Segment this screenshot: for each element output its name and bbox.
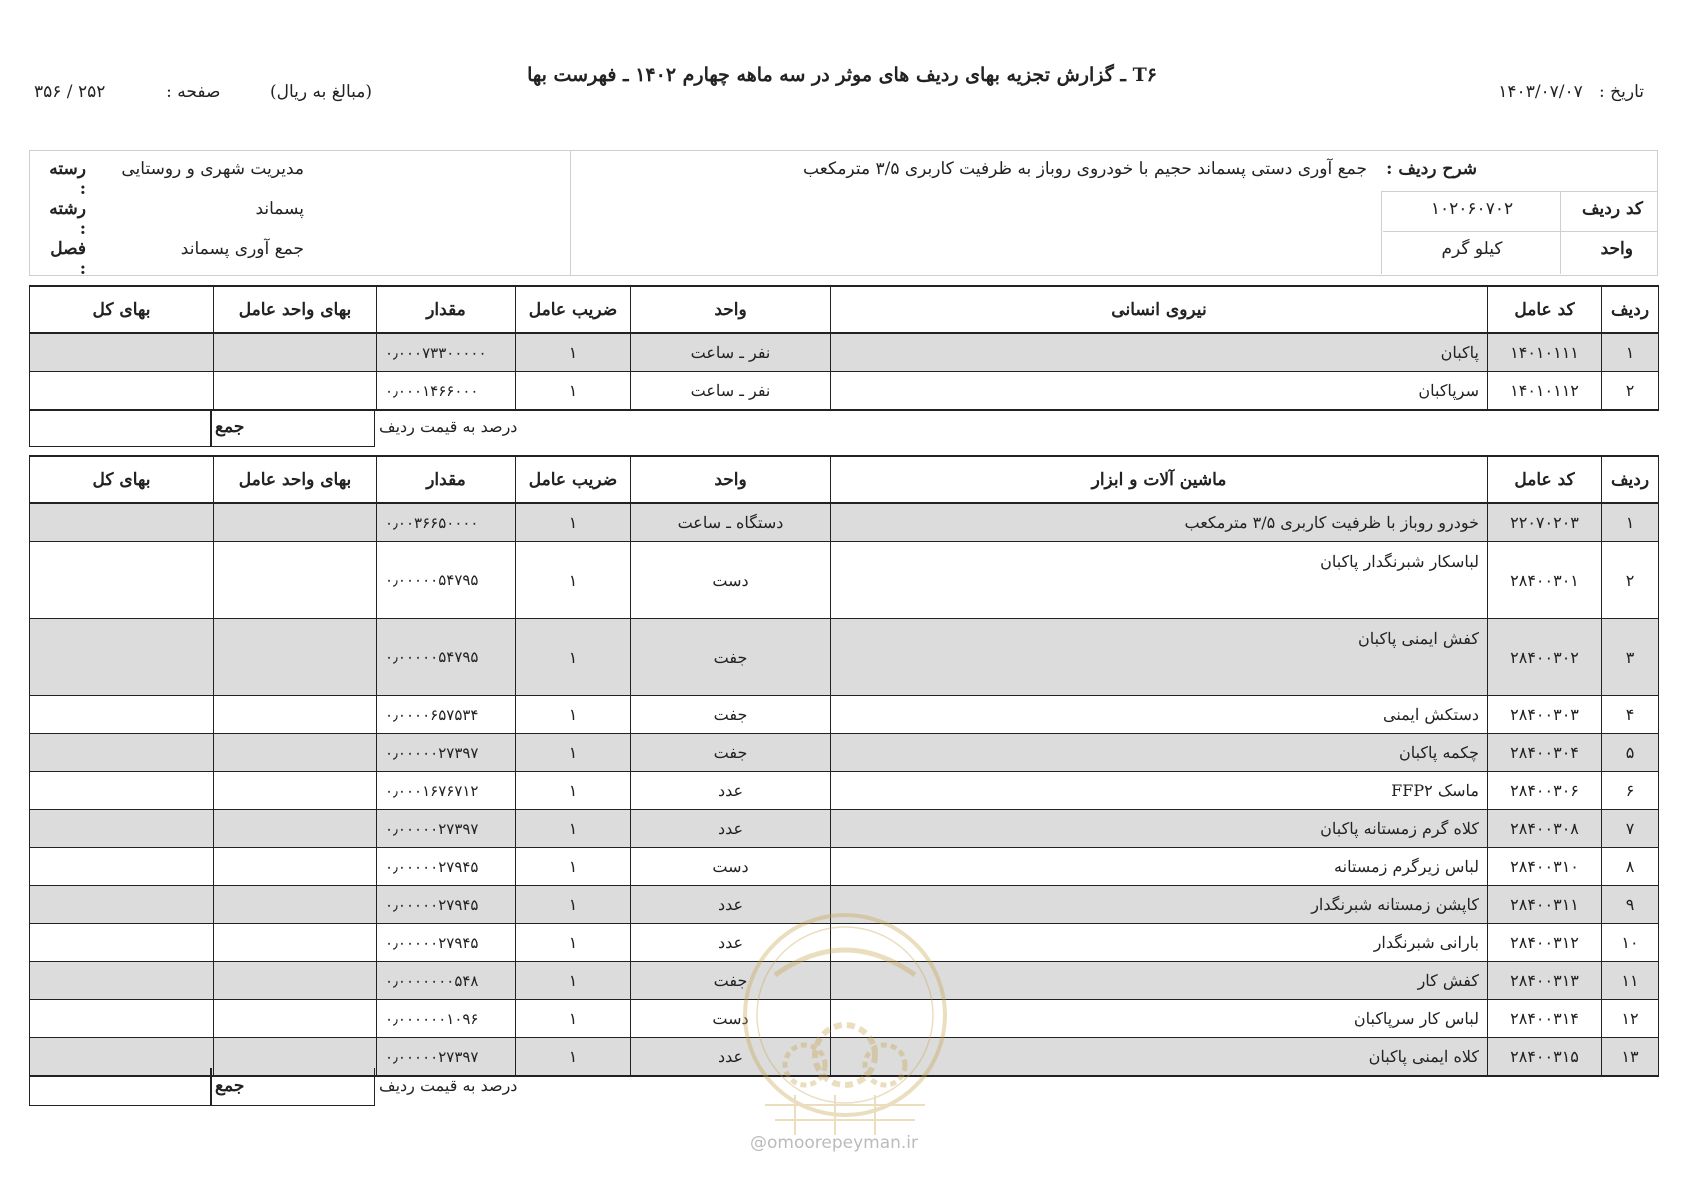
item-info-box — [29, 150, 1658, 279]
factor-quantity: ۰٫۰۰۰۰۰۵۴۷۹۵ — [377, 542, 516, 619]
row-number: ۹ — [1602, 886, 1659, 924]
row-number: ۸ — [1602, 848, 1659, 886]
factor-unit: نفر ـ ساعت — [631, 372, 831, 411]
row-number: ۱ — [1602, 503, 1659, 542]
factor-coefficient: ۱ — [516, 503, 631, 542]
factor-quantity: ۰٫۰۰۰۱۶۷۶۷۱۲ — [377, 772, 516, 810]
factor-coefficient: ۱ — [516, 924, 631, 962]
factor-quantity: ۰٫۰۰۰۱۴۶۶۰۰۰ — [377, 372, 516, 411]
factor-coefficient: ۱ — [516, 1000, 631, 1038]
watermark-site: @omoorepeyman.ir — [750, 1133, 919, 1153]
factor-quantity: ۰٫۰۰۰۰۰۲۷۳۹۷ — [377, 810, 516, 848]
unit-price-cell — [214, 503, 377, 542]
row-number: ۴ — [1602, 696, 1659, 734]
code-label: کد ردیف — [1581, 199, 1643, 219]
factor-unit: عدد — [631, 886, 831, 924]
field-value: پسماند — [255, 199, 304, 219]
row-number: ۲ — [1602, 542, 1659, 619]
total-price-cell — [30, 810, 214, 848]
factor-name: کلاه گرم زمستانه پاکبان — [831, 810, 1488, 848]
code-value: ۱۰۲۰۶۰۷۰۲ — [1430, 199, 1514, 219]
factor-name: کاپشن زمستانه شبرنگدار — [831, 886, 1488, 924]
table-row — [30, 848, 1659, 886]
field-label: رشته : — [49, 199, 86, 239]
factor-coefficient: ۱ — [516, 542, 631, 619]
table-row — [30, 372, 1659, 411]
sum-label: جمع — [215, 1076, 245, 1096]
factor-coefficient: ۱ — [516, 810, 631, 848]
total-price-cell — [30, 848, 214, 886]
factor-name: پاکبان — [831, 333, 1488, 372]
col-row: ردیف — [1602, 286, 1659, 333]
col-unit: واحد — [631, 286, 831, 333]
factor-code: ۲۸۴۰۰۳۱۳ — [1488, 962, 1602, 1000]
factor-coefficient: ۱ — [516, 372, 631, 411]
total-price-cell — [30, 772, 214, 810]
col-coef: ضریب عامل — [516, 286, 631, 333]
category-value: مدیریت شهری و روستایی — [121, 159, 304, 179]
factor-quantity: ۰٫۰۰۰۰۶۵۷۵۳۴ — [377, 696, 516, 734]
total-price-cell — [30, 1000, 214, 1038]
col-total: بهای کل — [30, 456, 214, 503]
factor-quantity: ۰٫۰۰۰۰۰۲۷۳۹۷ — [377, 1038, 516, 1077]
sum-total-cell — [29, 409, 212, 447]
unit-price-cell — [214, 542, 377, 619]
factor-code: ۲۸۴۰۰۳۰۳ — [1488, 696, 1602, 734]
total-price-cell — [30, 542, 214, 619]
row-number: ۶ — [1602, 772, 1659, 810]
factor-quantity: ۰٫۰۰۰۰۰۲۷۳۹۷ — [377, 734, 516, 772]
total-price-cell — [30, 962, 214, 1000]
factor-name: لباسکار شبرنگدار پاکبان — [831, 542, 1488, 619]
date-value: ۱۴۰۳/۰۷/۰۷ — [1498, 82, 1583, 102]
col-qty: مقدار — [377, 456, 516, 503]
factor-quantity: ۰٫۰۰۰۰۰۰۱۰۹۶ — [377, 1000, 516, 1038]
factor-coefficient: ۱ — [516, 962, 631, 1000]
col-unit-price: بهای واحد عامل — [214, 456, 377, 503]
watermark-logo-icon — [735, 905, 955, 1145]
date-label: تاریخ : — [1599, 82, 1644, 102]
unit-price-cell — [214, 619, 377, 696]
percent-label: درصد به قیمت ردیف — [379, 1076, 518, 1095]
unit-price-cell — [214, 848, 377, 886]
factor-unit: عدد — [631, 1038, 831, 1077]
factor-code: ۲۸۴۰۰۳۱۲ — [1488, 924, 1602, 962]
factor-code: ۲۸۴۰۰۳۱۵ — [1488, 1038, 1602, 1077]
total-price-cell — [30, 924, 214, 962]
unit-price-cell — [214, 333, 377, 372]
chapter-label: فصل : — [50, 239, 86, 279]
factor-unit: جفت — [631, 696, 831, 734]
factor-name: چکمه پاکبان — [831, 734, 1488, 772]
factor-coefficient: ۱ — [516, 696, 631, 734]
row-number: ۱۲ — [1602, 1000, 1659, 1038]
total-price-cell — [30, 372, 214, 411]
table-row — [30, 734, 1659, 772]
col-total: بهای کل — [30, 286, 214, 333]
labor-header-row — [30, 286, 1659, 333]
unit-value: کیلو گرم — [1441, 239, 1503, 259]
table-row — [30, 542, 1659, 619]
machinery-sum — [29, 1068, 518, 1105]
factor-unit: جفت — [631, 619, 831, 696]
report-title: T۶ ـ گزارش تجزیه بهای ردیف های موثر در سه ماهه چهارم ۱۴۰۲ ـ فهرست بها — [527, 64, 1157, 86]
factor-unit: جفت — [631, 962, 831, 1000]
unit-price-cell — [214, 734, 377, 772]
col-coef: ضریب عامل — [516, 456, 631, 503]
factor-quantity: ۰٫۰۰۰۰۰۲۷۹۴۵ — [377, 886, 516, 924]
category-label: رسته : — [49, 159, 86, 199]
unit-price-cell — [214, 810, 377, 848]
factor-code: ۲۸۴۰۰۳۰۲ — [1488, 619, 1602, 696]
factor-unit: دست — [631, 848, 831, 886]
factor-coefficient: ۱ — [516, 333, 631, 372]
unit-price-cell — [214, 962, 377, 1000]
factor-coefficient: ۱ — [516, 772, 631, 810]
row-number: ۷ — [1602, 810, 1659, 848]
factor-coefficient: ۱ — [516, 734, 631, 772]
unit-price-cell — [214, 1000, 377, 1038]
report-date — [1498, 82, 1644, 102]
unit-label: واحد — [1600, 239, 1633, 259]
factor-name: سرپاکبان — [831, 372, 1488, 411]
row-number: ۱۳ — [1602, 1038, 1659, 1077]
factor-code: ۲۸۴۰۰۳۰۱ — [1488, 542, 1602, 619]
labor-sum — [29, 409, 518, 446]
col-name: ماشین آلات و ابزار — [831, 456, 1488, 503]
table-row — [30, 619, 1659, 696]
factor-name: کفش ایمنی پاکبان — [831, 619, 1488, 696]
factor-quantity: ۰٫۰۰۳۶۶۵۰۰۰۰ — [377, 503, 516, 542]
table-row — [30, 696, 1659, 734]
factor-unit: نفر ـ ساعت — [631, 333, 831, 372]
factor-coefficient: ۱ — [516, 886, 631, 924]
sum-label: جمع — [215, 417, 245, 437]
code-row-divider — [1383, 231, 1657, 232]
factor-name: بارانی شبرنگدار — [831, 924, 1488, 962]
table-row — [30, 772, 1659, 810]
row-number: ۵ — [1602, 734, 1659, 772]
desc-value: جمع آوری دستی پسماند حجیم با خودروی روباز به ظرفیت کاربری ۳/۵ مترمکعب — [803, 159, 1367, 179]
unit-price-cell — [214, 772, 377, 810]
factor-name: دستکش ایمنی — [831, 696, 1488, 734]
total-price-cell — [30, 619, 214, 696]
factor-unit: دستگاه ـ ساعت — [631, 503, 831, 542]
row-number: ۲ — [1602, 372, 1659, 411]
row-number: ۱۱ — [1602, 962, 1659, 1000]
page-indicator — [34, 82, 220, 102]
factor-code: ۲۸۴۰۰۳۰۴ — [1488, 734, 1602, 772]
factor-name: کفش کار — [831, 962, 1488, 1000]
col-unit-price: بهای واحد عامل — [214, 286, 377, 333]
factor-unit: جفت — [631, 734, 831, 772]
factor-coefficient: ۱ — [516, 848, 631, 886]
sum-total-cell — [29, 1068, 212, 1106]
amounts-note: (مبالغ به ریال) — [270, 82, 373, 102]
row-number: ۱۰ — [1602, 924, 1659, 962]
col-code: کد عامل — [1488, 286, 1602, 333]
chapter-value: جمع آوری پسماند — [180, 239, 304, 259]
factor-unit: عدد — [631, 810, 831, 848]
factor-coefficient: ۱ — [516, 1038, 631, 1077]
table-row — [30, 503, 1659, 542]
page-label: صفحه : — [166, 82, 221, 102]
info-divider — [570, 151, 571, 275]
row-number: ۱ — [1602, 333, 1659, 372]
col-row: ردیف — [1602, 456, 1659, 503]
total-price-cell — [30, 696, 214, 734]
factor-coefficient: ۱ — [516, 619, 631, 696]
factor-name: خودرو روباز با ظرفیت کاربری ۳/۵ مترمکعب — [831, 503, 1488, 542]
table-row — [30, 810, 1659, 848]
factor-quantity: ۰٫۰۰۰۷۳۳۰۰۰۰۰ — [377, 333, 516, 372]
factor-code: ۲۸۴۰۰۳۱۱ — [1488, 886, 1602, 924]
factor-unit: دست — [631, 542, 831, 619]
unit-price-cell — [214, 696, 377, 734]
total-price-cell — [30, 333, 214, 372]
factor-unit: دست — [631, 1000, 831, 1038]
factor-quantity: ۰٫۰۰۰۰۰۲۷۹۴۵ — [377, 848, 516, 886]
factor-quantity: ۰٫۰۰۰۰۰۲۷۹۴۵ — [377, 924, 516, 962]
factor-name: لباس زیرگرم زمستانه — [831, 848, 1488, 886]
col-code: کد عامل — [1488, 456, 1602, 503]
factor-code: ۲۲۰۷۰۲۰۳ — [1488, 503, 1602, 542]
percent-label: درصد به قیمت ردیف — [379, 417, 518, 436]
row-number: ۳ — [1602, 619, 1659, 696]
factor-code: ۲۸۴۰۰۳۰۶ — [1488, 772, 1602, 810]
unit-price-cell — [214, 372, 377, 411]
factor-code: ۲۸۴۰۰۳۰۸ — [1488, 810, 1602, 848]
factor-unit: عدد — [631, 924, 831, 962]
factor-name: لباس کار سرپاکبان — [831, 1000, 1488, 1038]
desc-label: شرح ردیف : — [1386, 159, 1477, 179]
factor-quantity: ۰٫۰۰۰۰۰۵۴۷۹۵ — [377, 619, 516, 696]
machinery-header-row — [30, 456, 1659, 503]
factor-name: کلاه ایمنی پاکبان — [831, 1038, 1488, 1077]
factor-code: ۱۴۰۱۰۱۱۲ — [1488, 372, 1602, 411]
total-price-cell — [30, 886, 214, 924]
unit-price-cell — [214, 886, 377, 924]
total-price-cell — [30, 734, 214, 772]
col-qty: مقدار — [377, 286, 516, 333]
labor-table — [29, 285, 1659, 411]
unit-price-cell — [214, 924, 377, 962]
factor-unit: عدد — [631, 772, 831, 810]
col-name: نیروی انسانی — [831, 286, 1488, 333]
factor-code: ۲۸۴۰۰۳۱۰ — [1488, 848, 1602, 886]
factor-name: ماسک FFP۲ — [831, 772, 1488, 810]
total-price-cell — [30, 503, 214, 542]
table-row — [30, 333, 1659, 372]
factor-quantity: ۰٫۰۰۰۰۰۰۰۵۴۸ — [377, 962, 516, 1000]
factor-code: ۱۴۰۱۰۱۱۱ — [1488, 333, 1602, 372]
page-value: ۲۵۲ / ۳۵۶ — [34, 82, 106, 102]
factor-code: ۲۸۴۰۰۳۱۴ — [1488, 1000, 1602, 1038]
col-unit: واحد — [631, 456, 831, 503]
